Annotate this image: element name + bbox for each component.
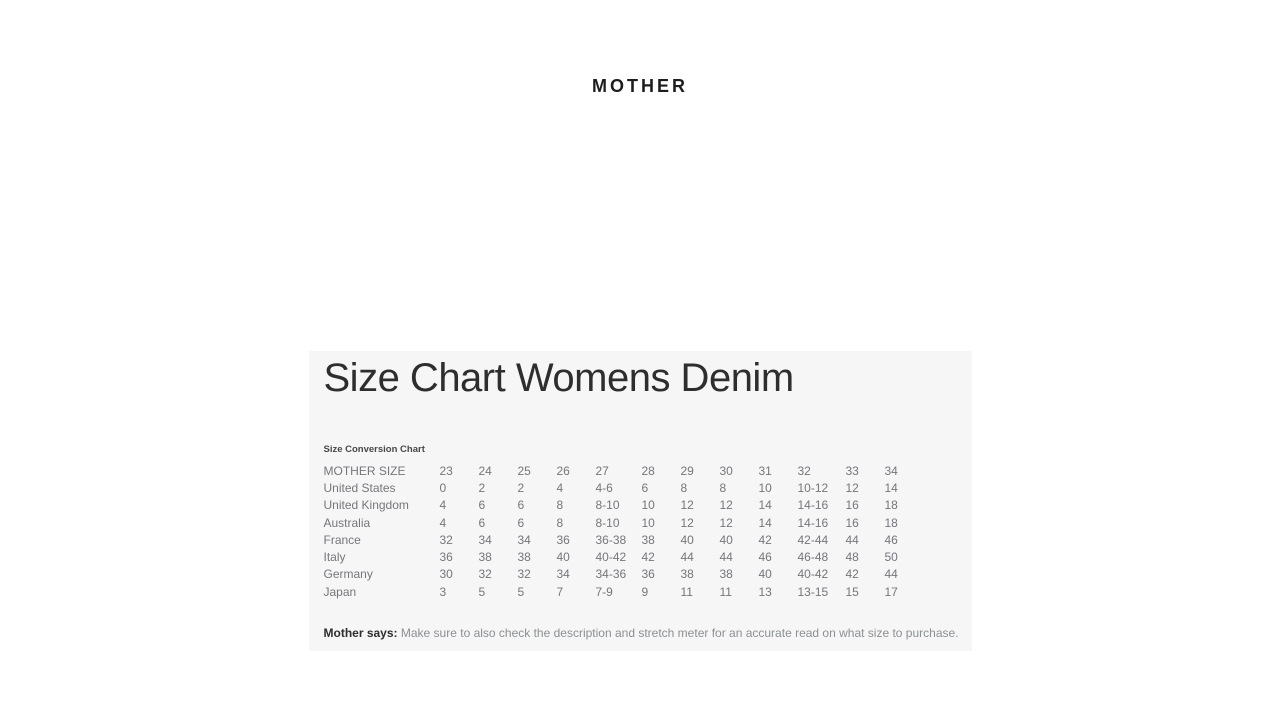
size-cell: 6 [478,515,486,530]
size-cell: 36 [439,550,453,565]
size-cell: 4-6 [595,480,613,495]
size-cell: 18 [884,498,898,513]
size-cell: 44 [719,550,733,565]
size-cell: 34-36 [595,567,627,582]
size-cell: 12 [680,515,694,530]
size-cell: 8 [719,480,727,495]
size-cell: 8-10 [595,515,620,530]
size-cell: 5 [478,584,486,599]
size-cell: 42 [845,567,859,582]
table-row [324,548,924,565]
size-cell: 10 [758,480,772,495]
size-cell: 38 [478,550,492,565]
size-cell: 36 [556,532,570,547]
size-cell: 12 [680,498,694,513]
size-cell: 31 [758,463,772,478]
row-label: Australia [323,515,371,530]
size-cell: 50 [884,550,898,565]
size-cell: 44 [680,550,694,565]
size-cell: 12 [845,480,859,495]
table-row [324,514,924,531]
size-cell: 18 [884,515,898,530]
size-cell: 4 [556,480,564,495]
size-cell: 38 [641,532,655,547]
size-cell: 10 [641,515,655,530]
note-text: Make sure to also check the description and stretch meter for an accurate read on what size to purchase. [400,626,959,641]
size-cell: 13-15 [797,584,829,599]
size-cell: 40-42 [797,567,829,582]
size-cell: 23 [439,463,453,478]
row-label: MOTHER SIZE [323,463,406,478]
size-cell: 27 [595,463,609,478]
note-bold-label: Mother says: [323,626,398,641]
table-row [324,531,924,548]
size-cell: 14-16 [797,498,829,513]
page-title: Size Chart Womens Denim [323,356,794,400]
table-row [324,462,924,479]
size-cell: 14 [758,498,772,513]
size-cell: 17 [884,584,898,599]
size-cell: 12 [719,515,733,530]
size-conversion-table [324,462,924,600]
size-cell: 40-42 [595,550,627,565]
size-cell: 34 [517,532,531,547]
size-cell: 6 [478,498,486,513]
size-cell: 34 [478,532,492,547]
size-cell: 10-12 [797,480,829,495]
size-cell: 0 [439,480,447,495]
header [0,0,1280,97]
size-cell: 15 [845,584,859,599]
size-cell: 13 [758,584,772,599]
size-cell: 46 [884,532,898,547]
size-cell: 14 [758,515,772,530]
size-cell: 46 [758,550,772,565]
size-cell: 4 [439,498,447,513]
size-cell: 16 [845,498,859,513]
size-cell: 42 [758,532,772,547]
size-cell: 48 [845,550,859,565]
size-chart-panel [309,351,972,651]
size-cell: 40 [719,532,733,547]
size-cell: 8 [556,515,564,530]
size-cell: 11 [680,584,693,599]
size-cell: 7-9 [595,584,613,599]
size-cell: 9 [641,584,649,599]
size-cell: 46-48 [797,550,829,565]
size-cell: 44 [884,567,898,582]
table-row [324,479,924,496]
size-cell: 44 [845,532,859,547]
size-cell: 5 [517,584,525,599]
size-cell: 36 [641,567,655,582]
size-cell: 25 [517,463,531,478]
row-label: France [323,532,361,547]
size-cell: 42 [641,550,655,565]
size-conversion-chart-label: Size Conversion Chart [323,444,425,455]
size-cell: 38 [517,550,531,565]
size-cell: 32 [439,532,453,547]
size-cell: 11 [719,584,732,599]
size-cell: 24 [478,463,492,478]
table-row [324,566,924,583]
size-cell: 8 [556,498,564,513]
size-cell: 30 [719,463,733,478]
row-label: Germany [323,567,373,582]
size-cell: 8-10 [595,498,620,513]
size-cell: 26 [556,463,570,478]
size-cell: 36-38 [595,532,627,547]
size-cell: 34 [884,463,898,478]
size-cell: 14-16 [797,515,829,530]
size-cell: 4 [439,515,447,530]
size-cell: 14 [884,480,898,495]
row-label: Japan [323,584,357,599]
brand-logo: MOTHER [592,76,688,96]
size-cell: 42-44 [797,532,829,547]
size-cell: 3 [439,584,447,599]
size-cell: 30 [439,567,453,582]
size-cell: 6 [641,480,649,495]
size-cell: 38 [680,567,694,582]
size-cell: 34 [556,567,570,582]
row-label: United Kingdom [323,498,409,513]
size-cell: 10 [641,498,655,513]
size-cell: 6 [517,515,525,530]
size-cell: 2 [517,480,525,495]
size-cell: 33 [845,463,859,478]
size-cell: 40 [680,532,694,547]
size-cell: 32 [478,567,492,582]
mother-says-note [324,626,957,641]
table-row [324,497,924,514]
size-cell: 2 [478,480,486,495]
size-cell: 16 [845,515,859,530]
row-label: United States [323,480,396,495]
size-cell: 40 [758,567,772,582]
size-cell: 32 [797,463,811,478]
size-cell: 6 [517,498,525,513]
size-cell: 7 [556,584,564,599]
size-cell: 12 [719,498,733,513]
size-cell: 38 [719,567,733,582]
row-label: Italy [323,550,346,565]
size-cell: 40 [556,550,570,565]
size-cell: 32 [517,567,531,582]
size-cell: 29 [680,463,694,478]
size-cell: 8 [680,480,688,495]
table-row [324,583,924,600]
size-cell: 28 [641,463,655,478]
